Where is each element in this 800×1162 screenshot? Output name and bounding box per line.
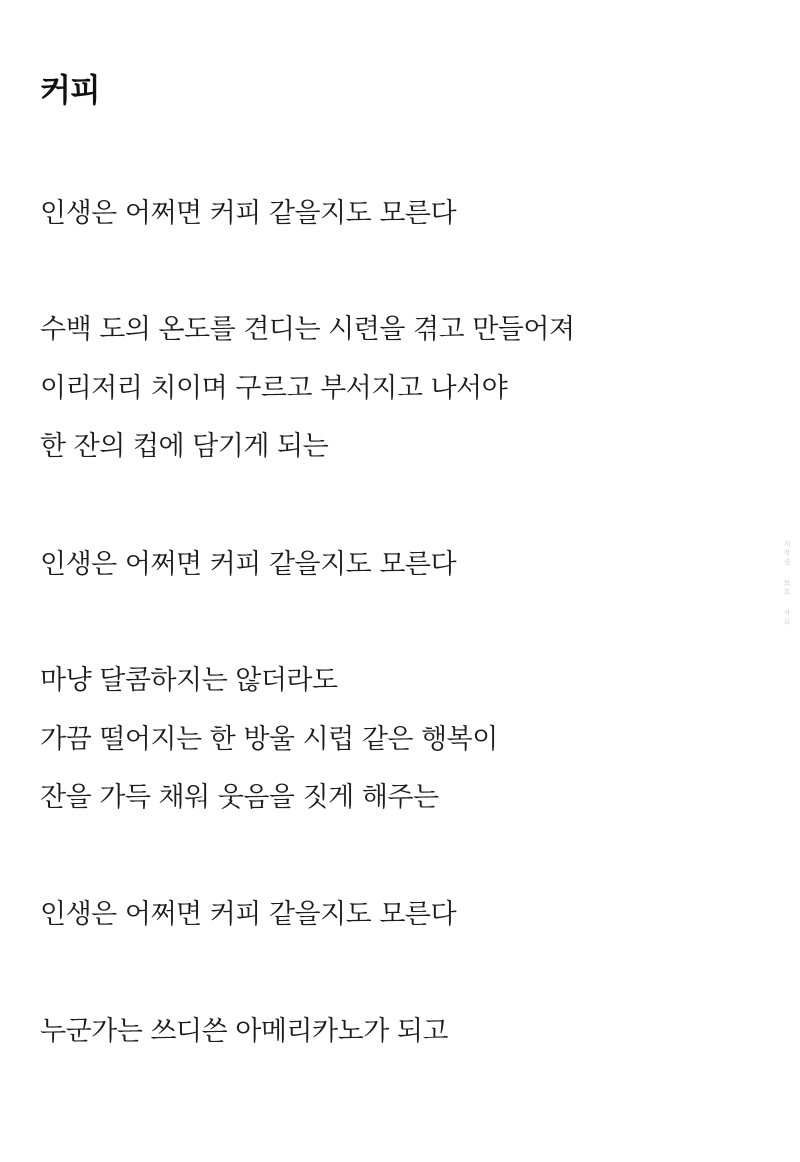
poem-line: 잔을 가득 채워 웃음을 짓게 해주는 [40,782,439,813]
watermark-text: 자료 [783,609,791,626]
poem-line: 누군가는 쓰디쓴 아메리카노가 되고 [40,1016,448,1047]
poem-line: 마냥 달콤하지는 않더라도 [40,665,338,696]
poem-line: 한 잔의 컵에 담기게 되는 [40,431,329,462]
poem-line: 인생은 어쩌면 커피 같을지도 모른다 [40,549,457,580]
watermark-text: 저작권 [783,540,791,566]
poem-line: 인생은 어쩌면 커피 같을지도 모른다 [40,899,457,930]
watermark [782,540,792,627]
poem-line: 가끔 떨어지는 한 방울 시럽 같은 행복이 [40,724,498,755]
poem-line: 이리저리 치이며 구르고 부서지고 나서야 [40,373,508,404]
watermark-text: 보호 [783,579,791,596]
poem-line: 인생은 어쩌면 커피 같을지도 모른다 [40,198,457,229]
poem-title: 커피 [40,71,100,109]
poem-line: 수백 도의 온도를 견디는 시련을 겪고 만들어져 [40,314,575,345]
